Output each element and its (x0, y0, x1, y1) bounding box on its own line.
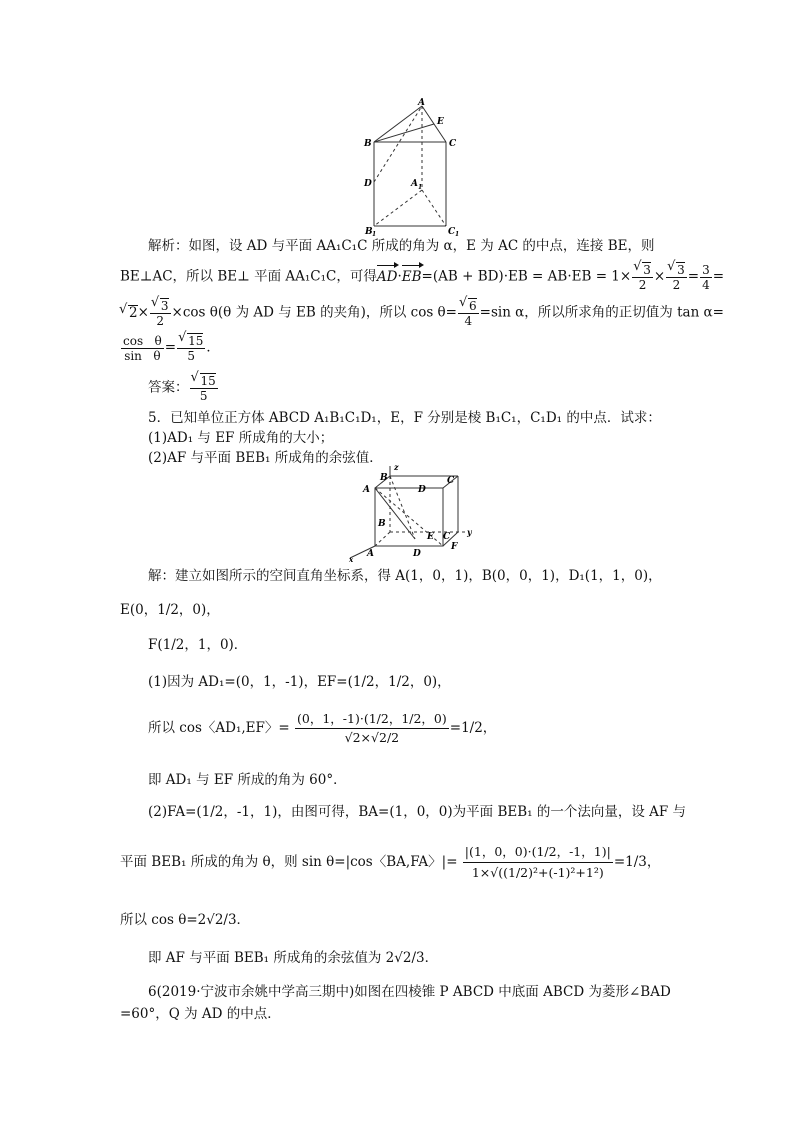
svg-text:A: A (367, 549, 374, 559)
q5-part2: (2)AF 与平面 BEB₁ 所成角的余弦值． (148, 450, 383, 466)
sol5-line7: (2)FA=(1/2，-1，1)，由图可得，BA=(1，0，0)为平面 BEB₁ 的一个法向量，设 AF 与 (148, 804, 687, 820)
sol5-line2: E(0，1/2，0)， (120, 602, 220, 618)
svg-text:D: D (418, 485, 426, 495)
sol4-line2: BE⊥AC，所以 BE⊥ 平面 AA₁C₁C，可得AD·EB=(AB + BD)·EB = AB·EB = 1× √ $\frac{3}{2}$ × √ $\frac{3}{2}$ = $\frac{3}{4}$ = (120, 262, 724, 292)
label-C: C (449, 139, 457, 149)
svg-text:x: x (349, 555, 354, 562)
label-C1: C (448, 227, 456, 236)
svg-text:E: E (427, 532, 434, 542)
label-B1: B (365, 227, 373, 236)
svg-text:C: C (443, 532, 451, 542)
label-B: B (364, 139, 372, 149)
svg-text:y: y (467, 527, 472, 537)
q6-line1: 6(2019·宁波市余姚中学高三期中)如图在四棱锥 P ABCD 中底面 ABCD 为菱形∠BAD (148, 984, 671, 1000)
svg-text:C: C (447, 476, 455, 486)
sol4-line4: $\frac{\text{cos θ}}{\text{sin θ}}$ = √ $\frac{15}{5}$ ． (120, 333, 220, 363)
sol5-line4: (1)因为 AD₁=(0，1，-1)，EF=(1/2，1/2，0)， (148, 674, 451, 690)
svg-text:F: F (451, 542, 458, 552)
svg-text:1: 1 (372, 231, 377, 236)
svg-text:1: 1 (455, 231, 460, 236)
sol5-line10: 即 AF 与平面 BEB₁ 所成角的余弦值为 2√2/3． (148, 950, 439, 966)
svg-text:z: z (394, 462, 399, 472)
label-A1: A (411, 179, 418, 189)
sol5-line5: 所以 cos〈AD₁,EF〉= $\frac{(0,1,-1)\cdot(1/2,1/2,0)}{√2\times√2/2}$ =1/2， (148, 711, 497, 745)
q6-line2: =60°，Q 为 AD 的中点． (120, 1006, 281, 1022)
svg-text:D: D (413, 549, 421, 559)
sol5-line1: 解：建立如图所示的空间直角坐标系，得 A(1，0，1)，B(0，0，1)，D₁(1，1，0)， (148, 568, 662, 584)
sol5-line3: F(1/2，1，0)． (148, 637, 248, 653)
prism-figure (360, 96, 470, 236)
sol4-line3: √ 2× √ $\frac{3}{2}$ ×cos θ(θ 为 AD 与 EB 的夹角)，所以 cos θ= √ $\frac{6}{4}$ =sin α，所以所求角的正切值为 tan α= (120, 298, 724, 328)
q5-title: 5．已知单位正方体 ABCD A₁B₁C₁D₁，E，F 分别是棱 B₁C₁，C₁D₁ 的中点．试求： (148, 410, 661, 426)
label-E: E (437, 117, 444, 127)
sol4-line1: 解析：如图，设 AD 与平面 AA₁C₁C 所成的角为 α，E 为 AC 的中点，连接 BE，则 (148, 238, 655, 254)
q5-part1: (1)AD₁ 与 EF 所成角的大小； (148, 430, 334, 446)
sol4-answer: 答案： √ $\frac{15}{5}$ (148, 373, 219, 403)
cube-figure (345, 462, 485, 562)
svg-text:A: A (363, 485, 370, 495)
label-D: D (364, 179, 372, 189)
sol5-line8: 平面 BEB₁ 所成的角为 θ，则 sin θ=|cos〈BA,FA〉|= $\frac{|(1,0,0)\cdot(1/2,-1,1)|}{\text{1×√((1/2)²+(-1)²+1²)}}$ =1/3， (120, 844, 661, 880)
svg-text:1: 1 (418, 184, 423, 191)
svg-text:B: B (378, 519, 386, 529)
sol5-line9: 所以 cos θ=2√2/3． (120, 912, 251, 928)
svg-text:B: B (380, 473, 388, 483)
sol5-line6: 即 AD₁ 与 EF 所成的角为 60°． (148, 772, 347, 788)
label-A: A (418, 98, 425, 108)
